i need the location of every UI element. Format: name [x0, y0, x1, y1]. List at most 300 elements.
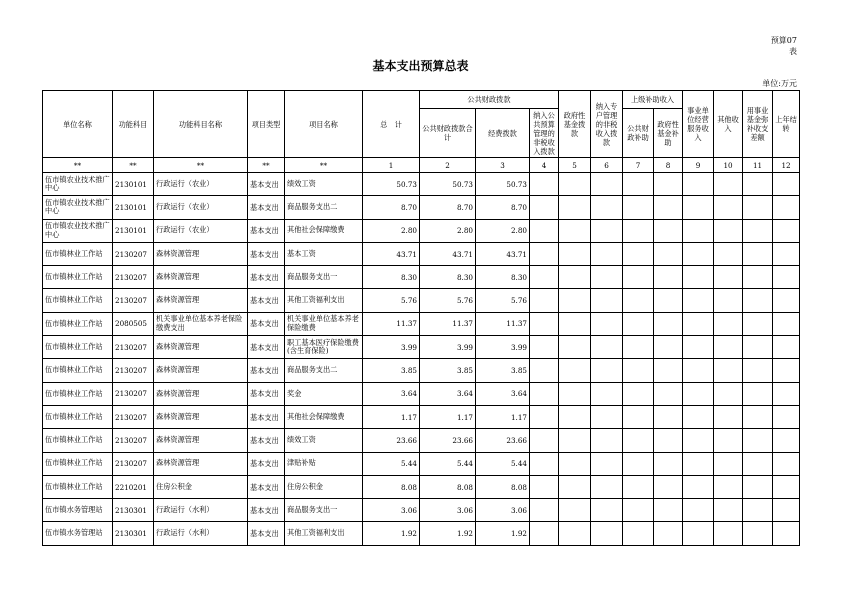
col-group-public-finance: 公共财政拨款: [420, 91, 559, 109]
index-cell: 6: [591, 158, 623, 173]
form-number-line2: 表: [789, 47, 797, 56]
cell-func-name: 森林资源管理: [154, 405, 248, 428]
cell-item-name: 商品服务支出一: [285, 266, 363, 289]
cell-empty: [773, 242, 800, 265]
cell-pf-expense: 11.37: [476, 312, 530, 335]
cell-pf-expense: 8.08: [476, 475, 530, 498]
cell-func-name: 行政运行（水利）: [154, 499, 248, 522]
cell-empty: [743, 475, 773, 498]
cell-pf-expense: 8.70: [476, 196, 530, 219]
cell-empty: [683, 266, 714, 289]
cell-func-code: 2130207: [113, 405, 154, 428]
cell-empty: [654, 475, 683, 498]
cell-empty: [683, 336, 714, 359]
cell-func-name: 行政运行（水利）: [154, 522, 248, 545]
cell-empty: [683, 196, 714, 219]
cell-func-name: 住房公积金: [154, 475, 248, 498]
table-row: [43, 359, 800, 382]
cell-empty: [623, 312, 654, 335]
cell-empty: [743, 196, 773, 219]
cell-empty: [623, 336, 654, 359]
col-item-name: 项目名称: [285, 91, 363, 158]
cell-empty: [773, 522, 800, 545]
cell-pf-expense: 3.06: [476, 499, 530, 522]
col-group-upper-subsidy: 上级补助收入: [623, 91, 683, 109]
cell-empty: [654, 312, 683, 335]
cell-empty: [591, 242, 623, 265]
cell-total: 3.85: [363, 359, 420, 382]
cell-item-name: 商品服务支出一: [285, 499, 363, 522]
cell-empty: [773, 429, 800, 452]
cell-func-code: 2130207: [113, 359, 154, 382]
cell-empty: [714, 359, 743, 382]
cell-empty: [623, 173, 654, 196]
cell-func-code: 2130301: [113, 522, 154, 545]
cell-func-code: 2130101: [113, 173, 154, 196]
cell-pf-total: 1.92: [420, 522, 476, 545]
cell-empty: [743, 289, 773, 312]
cell-empty: [654, 405, 683, 428]
cell-empty: [591, 475, 623, 498]
cell-func-code: 2130207: [113, 382, 154, 405]
cell-func-code: 2130207: [113, 289, 154, 312]
cell-empty: [623, 382, 654, 405]
cell-item-type: 基本支出: [248, 266, 285, 289]
cell-empty: [591, 499, 623, 522]
cell-func-code: 2130207: [113, 452, 154, 475]
unit-label: 单位:万元: [762, 79, 797, 88]
cell-item-name: 职工基本医疗保险缴费(含生育保险): [285, 336, 363, 359]
cell-pf-total: 3.06: [420, 499, 476, 522]
index-cell: 9: [683, 158, 714, 173]
cell-empty: [623, 359, 654, 382]
cell-empty: [559, 219, 591, 242]
cell-empty: [654, 196, 683, 219]
cell-empty: [714, 266, 743, 289]
cell-empty: [714, 242, 743, 265]
cell-total: 8.08: [363, 475, 420, 498]
cell-empty: [654, 522, 683, 545]
cell-pf-total: 2.80: [420, 219, 476, 242]
cell-empty: [530, 312, 559, 335]
cell-empty: [530, 405, 559, 428]
cell-empty: [559, 359, 591, 382]
cell-empty: [530, 452, 559, 475]
index-cell: **: [43, 158, 113, 173]
cell-item-type: 基本支出: [248, 312, 285, 335]
cell-empty: [773, 359, 800, 382]
col-total: 总 计: [363, 91, 420, 158]
col-gov-fund: 政府性基金拨款: [559, 91, 591, 158]
col-func-code: 功能科目: [113, 91, 154, 158]
cell-empty: [743, 359, 773, 382]
table-row: [43, 429, 800, 452]
cell-empty: [773, 173, 800, 196]
form-number: [771, 35, 797, 57]
cell-func-name: 森林资源管理: [154, 359, 248, 382]
cell-empty: [559, 499, 591, 522]
cell-func-name: 森林资源管理: [154, 289, 248, 312]
cell-pf-expense: 23.66: [476, 429, 530, 452]
cell-empty: [591, 336, 623, 359]
cell-empty: [623, 242, 654, 265]
cell-empty: [714, 312, 743, 335]
table-row: [43, 312, 800, 335]
cell-empty: [714, 219, 743, 242]
cell-func-name: 行政运行（农业）: [154, 196, 248, 219]
cell-item-type: 基本支出: [248, 405, 285, 428]
index-cell: **: [285, 158, 363, 173]
page-title: 基本支出预算总表: [372, 59, 469, 73]
col-unit-name: 单位名称: [43, 91, 113, 158]
index-cell: 5: [559, 158, 591, 173]
col-upper-public: 公共财政补助: [623, 109, 654, 158]
cell-pf-total: 8.70: [420, 196, 476, 219]
cell-empty: [683, 173, 714, 196]
cell-empty: [654, 173, 683, 196]
cell-pf-total: 1.17: [420, 405, 476, 428]
table-body: [43, 173, 800, 546]
cell-item-type: 基本支出: [248, 499, 285, 522]
table-row: [43, 336, 800, 359]
cell-empty: [743, 499, 773, 522]
cell-empty: [623, 196, 654, 219]
cell-empty: [773, 266, 800, 289]
cell-item-name: 津贴补贴: [285, 452, 363, 475]
cell-unit-name: 伍市镇农业技术推广中心: [43, 196, 113, 219]
table-header: [43, 91, 800, 173]
cell-empty: [623, 219, 654, 242]
cell-empty: [530, 336, 559, 359]
cell-pf-total: 3.85: [420, 359, 476, 382]
cell-func-name: 森林资源管理: [154, 242, 248, 265]
cell-unit-name: 伍市镇林业工作站: [43, 266, 113, 289]
cell-func-code: 2130207: [113, 242, 154, 265]
cell-empty: [683, 405, 714, 428]
cell-total: 1.17: [363, 405, 420, 428]
cell-unit-name: 伍市镇林业工作站: [43, 429, 113, 452]
cell-empty: [773, 382, 800, 405]
cell-unit-name: 伍市镇水务管理站: [43, 499, 113, 522]
cell-empty: [530, 429, 559, 452]
cell-unit-name: 伍市镇林业工作站: [43, 475, 113, 498]
cell-empty: [743, 173, 773, 196]
cell-pf-total: 23.66: [420, 429, 476, 452]
table-row: [43, 219, 800, 242]
cell-empty: [773, 336, 800, 359]
cell-empty: [591, 429, 623, 452]
cell-item-name: 绩效工资: [285, 429, 363, 452]
cell-empty: [714, 336, 743, 359]
cell-unit-name: 伍市镇林业工作站: [43, 382, 113, 405]
cell-pf-total: 8.08: [420, 475, 476, 498]
cell-empty: [559, 173, 591, 196]
cell-unit-name: 伍市镇农业技术推广中心: [43, 219, 113, 242]
cell-empty: [743, 336, 773, 359]
col-biz-service: 事业单位经营服务收入: [683, 91, 714, 158]
cell-empty: [559, 336, 591, 359]
index-cell: 4: [530, 158, 559, 173]
form-number-line1: 预算07: [770, 36, 797, 45]
index-cell: **: [113, 158, 154, 173]
cell-func-code: 2130207: [113, 266, 154, 289]
cell-item-name: 奖金: [285, 382, 363, 405]
table-row: [43, 452, 800, 475]
cell-empty: [654, 359, 683, 382]
col-pf-expense: 经费拨款: [476, 109, 530, 158]
cell-empty: [530, 382, 559, 405]
cell-empty: [623, 475, 654, 498]
cell-pf-expense: 2.80: [476, 219, 530, 242]
cell-empty: [654, 429, 683, 452]
cell-total: 5.76: [363, 289, 420, 312]
cell-empty: [743, 522, 773, 545]
cell-empty: [530, 359, 559, 382]
cell-empty: [714, 475, 743, 498]
cell-empty: [743, 242, 773, 265]
table-row: [43, 242, 800, 265]
cell-empty: [743, 405, 773, 428]
cell-empty: [743, 219, 773, 242]
cell-empty: [714, 452, 743, 475]
cell-empty: [773, 475, 800, 498]
cell-pf-total: 5.76: [420, 289, 476, 312]
col-special-non-tax: 纳入专户管理的非税收入拨款: [591, 91, 623, 158]
cell-pf-expense: 3.85: [476, 359, 530, 382]
table-row: [43, 196, 800, 219]
cell-item-type: 基本支出: [248, 429, 285, 452]
cell-func-code: 2130101: [113, 219, 154, 242]
cell-unit-name: 伍市镇林业工作站: [43, 242, 113, 265]
index-cell: 10: [714, 158, 743, 173]
cell-empty: [591, 312, 623, 335]
cell-empty: [623, 452, 654, 475]
cell-empty: [530, 475, 559, 498]
cell-item-type: 基本支出: [248, 219, 285, 242]
cell-item-type: 基本支出: [248, 336, 285, 359]
index-cell: **: [154, 158, 248, 173]
cell-empty: [714, 289, 743, 312]
cell-item-name: 机关事业单位基本养老保险缴费: [285, 312, 363, 335]
cell-empty: [683, 382, 714, 405]
cell-total: 3.06: [363, 499, 420, 522]
cell-pf-total: 8.30: [420, 266, 476, 289]
cell-empty: [773, 499, 800, 522]
index-cell: 12: [773, 158, 800, 173]
index-cell: 11: [743, 158, 773, 173]
cell-total: 1.92: [363, 522, 420, 545]
cell-empty: [773, 312, 800, 335]
cell-total: 23.66: [363, 429, 420, 452]
cell-empty: [773, 219, 800, 242]
cell-empty: [591, 219, 623, 242]
col-last-year: 上年结转: [773, 91, 800, 158]
cell-pf-expense: 3.99: [476, 336, 530, 359]
col-pf-non-tax: 纳入公共预算管理的非税收入拨款: [530, 109, 559, 158]
cell-pf-expense: 5.44: [476, 452, 530, 475]
cell-empty: [654, 266, 683, 289]
cell-item-type: 基本支出: [248, 242, 285, 265]
cell-empty: [530, 219, 559, 242]
cell-empty: [773, 289, 800, 312]
cell-func-code: 2080505: [113, 312, 154, 335]
cell-item-name: 商品服务支出二: [285, 196, 363, 219]
cell-pf-total: 43.71: [420, 242, 476, 265]
cell-pf-expense: 5.76: [476, 289, 530, 312]
index-cell: 2: [420, 158, 476, 173]
cell-total: 11.37: [363, 312, 420, 335]
index-cell: **: [248, 158, 285, 173]
cell-item-type: 基本支出: [248, 475, 285, 498]
cell-empty: [714, 173, 743, 196]
index-cell: 8: [654, 158, 683, 173]
table-row: [43, 382, 800, 405]
cell-total: 3.64: [363, 382, 420, 405]
cell-total: 8.70: [363, 196, 420, 219]
cell-empty: [530, 499, 559, 522]
cell-empty: [683, 289, 714, 312]
cell-empty: [714, 382, 743, 405]
budget-table: [42, 90, 800, 546]
cell-total: 2.80: [363, 219, 420, 242]
cell-empty: [654, 382, 683, 405]
col-other-income: 其他收入: [714, 91, 743, 158]
cell-item-name: 其他社会保障缴费: [285, 219, 363, 242]
cell-empty: [654, 499, 683, 522]
cell-empty: [591, 266, 623, 289]
cell-item-type: 基本支出: [248, 522, 285, 545]
cell-item-type: 基本支出: [248, 382, 285, 405]
cell-total: 43.71: [363, 242, 420, 265]
cell-pf-expense: 43.71: [476, 242, 530, 265]
cell-func-name: 行政运行（农业）: [154, 219, 248, 242]
cell-empty: [591, 405, 623, 428]
cell-empty: [623, 405, 654, 428]
cell-pf-expense: 1.92: [476, 522, 530, 545]
cell-func-name: 森林资源管理: [154, 336, 248, 359]
cell-pf-total: 3.64: [420, 382, 476, 405]
table-row: [43, 522, 800, 545]
cell-empty: [683, 219, 714, 242]
cell-empty: [530, 173, 559, 196]
cell-unit-name: 伍市镇水务管理站: [43, 522, 113, 545]
cell-pf-total: 11.37: [420, 312, 476, 335]
cell-item-name: 其他社会保障缴费: [285, 405, 363, 428]
cell-unit-name: 伍市镇林业工作站: [43, 312, 113, 335]
cell-empty: [773, 405, 800, 428]
col-upper-gov-fund: 政府性基金补助: [654, 109, 683, 158]
cell-empty: [559, 429, 591, 452]
cell-empty: [683, 312, 714, 335]
cell-item-type: 基本支出: [248, 196, 285, 219]
cell-empty: [714, 499, 743, 522]
cell-item-type: 基本支出: [248, 289, 285, 312]
cell-empty: [743, 312, 773, 335]
cell-empty: [714, 429, 743, 452]
cell-total: 8.30: [363, 266, 420, 289]
cell-pf-expense: 3.64: [476, 382, 530, 405]
cell-empty: [591, 196, 623, 219]
cell-func-name: 森林资源管理: [154, 452, 248, 475]
cell-empty: [530, 266, 559, 289]
cell-empty: [559, 382, 591, 405]
cell-unit-name: 伍市镇林业工作站: [43, 336, 113, 359]
cell-empty: [683, 429, 714, 452]
table-row: [43, 475, 800, 498]
cell-empty: [530, 289, 559, 312]
cell-pf-expense: 50.73: [476, 173, 530, 196]
cell-item-name: 商品服务支出二: [285, 359, 363, 382]
cell-empty: [654, 219, 683, 242]
cell-empty: [623, 429, 654, 452]
cell-empty: [654, 289, 683, 312]
cell-empty: [623, 289, 654, 312]
cell-empty: [623, 522, 654, 545]
cell-item-name: 绩效工资: [285, 173, 363, 196]
cell-total: 5.44: [363, 452, 420, 475]
table-row: [43, 499, 800, 522]
cell-empty: [530, 522, 559, 545]
cell-empty: [683, 499, 714, 522]
cell-empty: [743, 452, 773, 475]
cell-empty: [773, 196, 800, 219]
cell-empty: [623, 499, 654, 522]
cell-empty: [559, 266, 591, 289]
cell-func-name: 行政运行（农业）: [154, 173, 248, 196]
cell-item-name: 其他工资福利支出: [285, 522, 363, 545]
cell-empty: [714, 522, 743, 545]
cell-empty: [683, 522, 714, 545]
cell-item-type: 基本支出: [248, 452, 285, 475]
cell-func-code: 2130301: [113, 499, 154, 522]
cell-empty: [654, 452, 683, 475]
index-cell: 1: [363, 158, 420, 173]
cell-func-code: 2130101: [113, 196, 154, 219]
cell-unit-name: 伍市镇林业工作站: [43, 405, 113, 428]
table-row: [43, 289, 800, 312]
cell-pf-expense: 8.30: [476, 266, 530, 289]
cell-func-name: 森林资源管理: [154, 382, 248, 405]
table-row: [43, 173, 800, 196]
cell-empty: [743, 429, 773, 452]
cell-item-name: 其他工资福利支出: [285, 289, 363, 312]
cell-empty: [714, 196, 743, 219]
cell-empty: [683, 242, 714, 265]
cell-total: 50.73: [363, 173, 420, 196]
col-func-name: 功能科目名称: [154, 91, 248, 158]
cell-empty: [559, 196, 591, 219]
cell-empty: [530, 242, 559, 265]
cell-func-code: 2210201: [113, 475, 154, 498]
cell-item-name: 基本工资: [285, 242, 363, 265]
index-cell: 7: [623, 158, 654, 173]
cell-pf-expense: 1.17: [476, 405, 530, 428]
cell-empty: [559, 312, 591, 335]
col-biz-fund: 用事业基金弥补收支差额: [743, 91, 773, 158]
cell-func-name: 森林资源管理: [154, 266, 248, 289]
cell-item-type: 基本支出: [248, 359, 285, 382]
cell-pf-total: 5.44: [420, 452, 476, 475]
index-row: [43, 158, 800, 173]
cell-empty: [559, 242, 591, 265]
table-row: [43, 266, 800, 289]
cell-empty: [683, 475, 714, 498]
index-cell: 3: [476, 158, 530, 173]
cell-empty: [654, 242, 683, 265]
cell-total: 3.99: [363, 336, 420, 359]
cell-func-name: 森林资源管理: [154, 429, 248, 452]
cell-func-name: 机关事业单位基本养老保险缴费支出: [154, 312, 248, 335]
